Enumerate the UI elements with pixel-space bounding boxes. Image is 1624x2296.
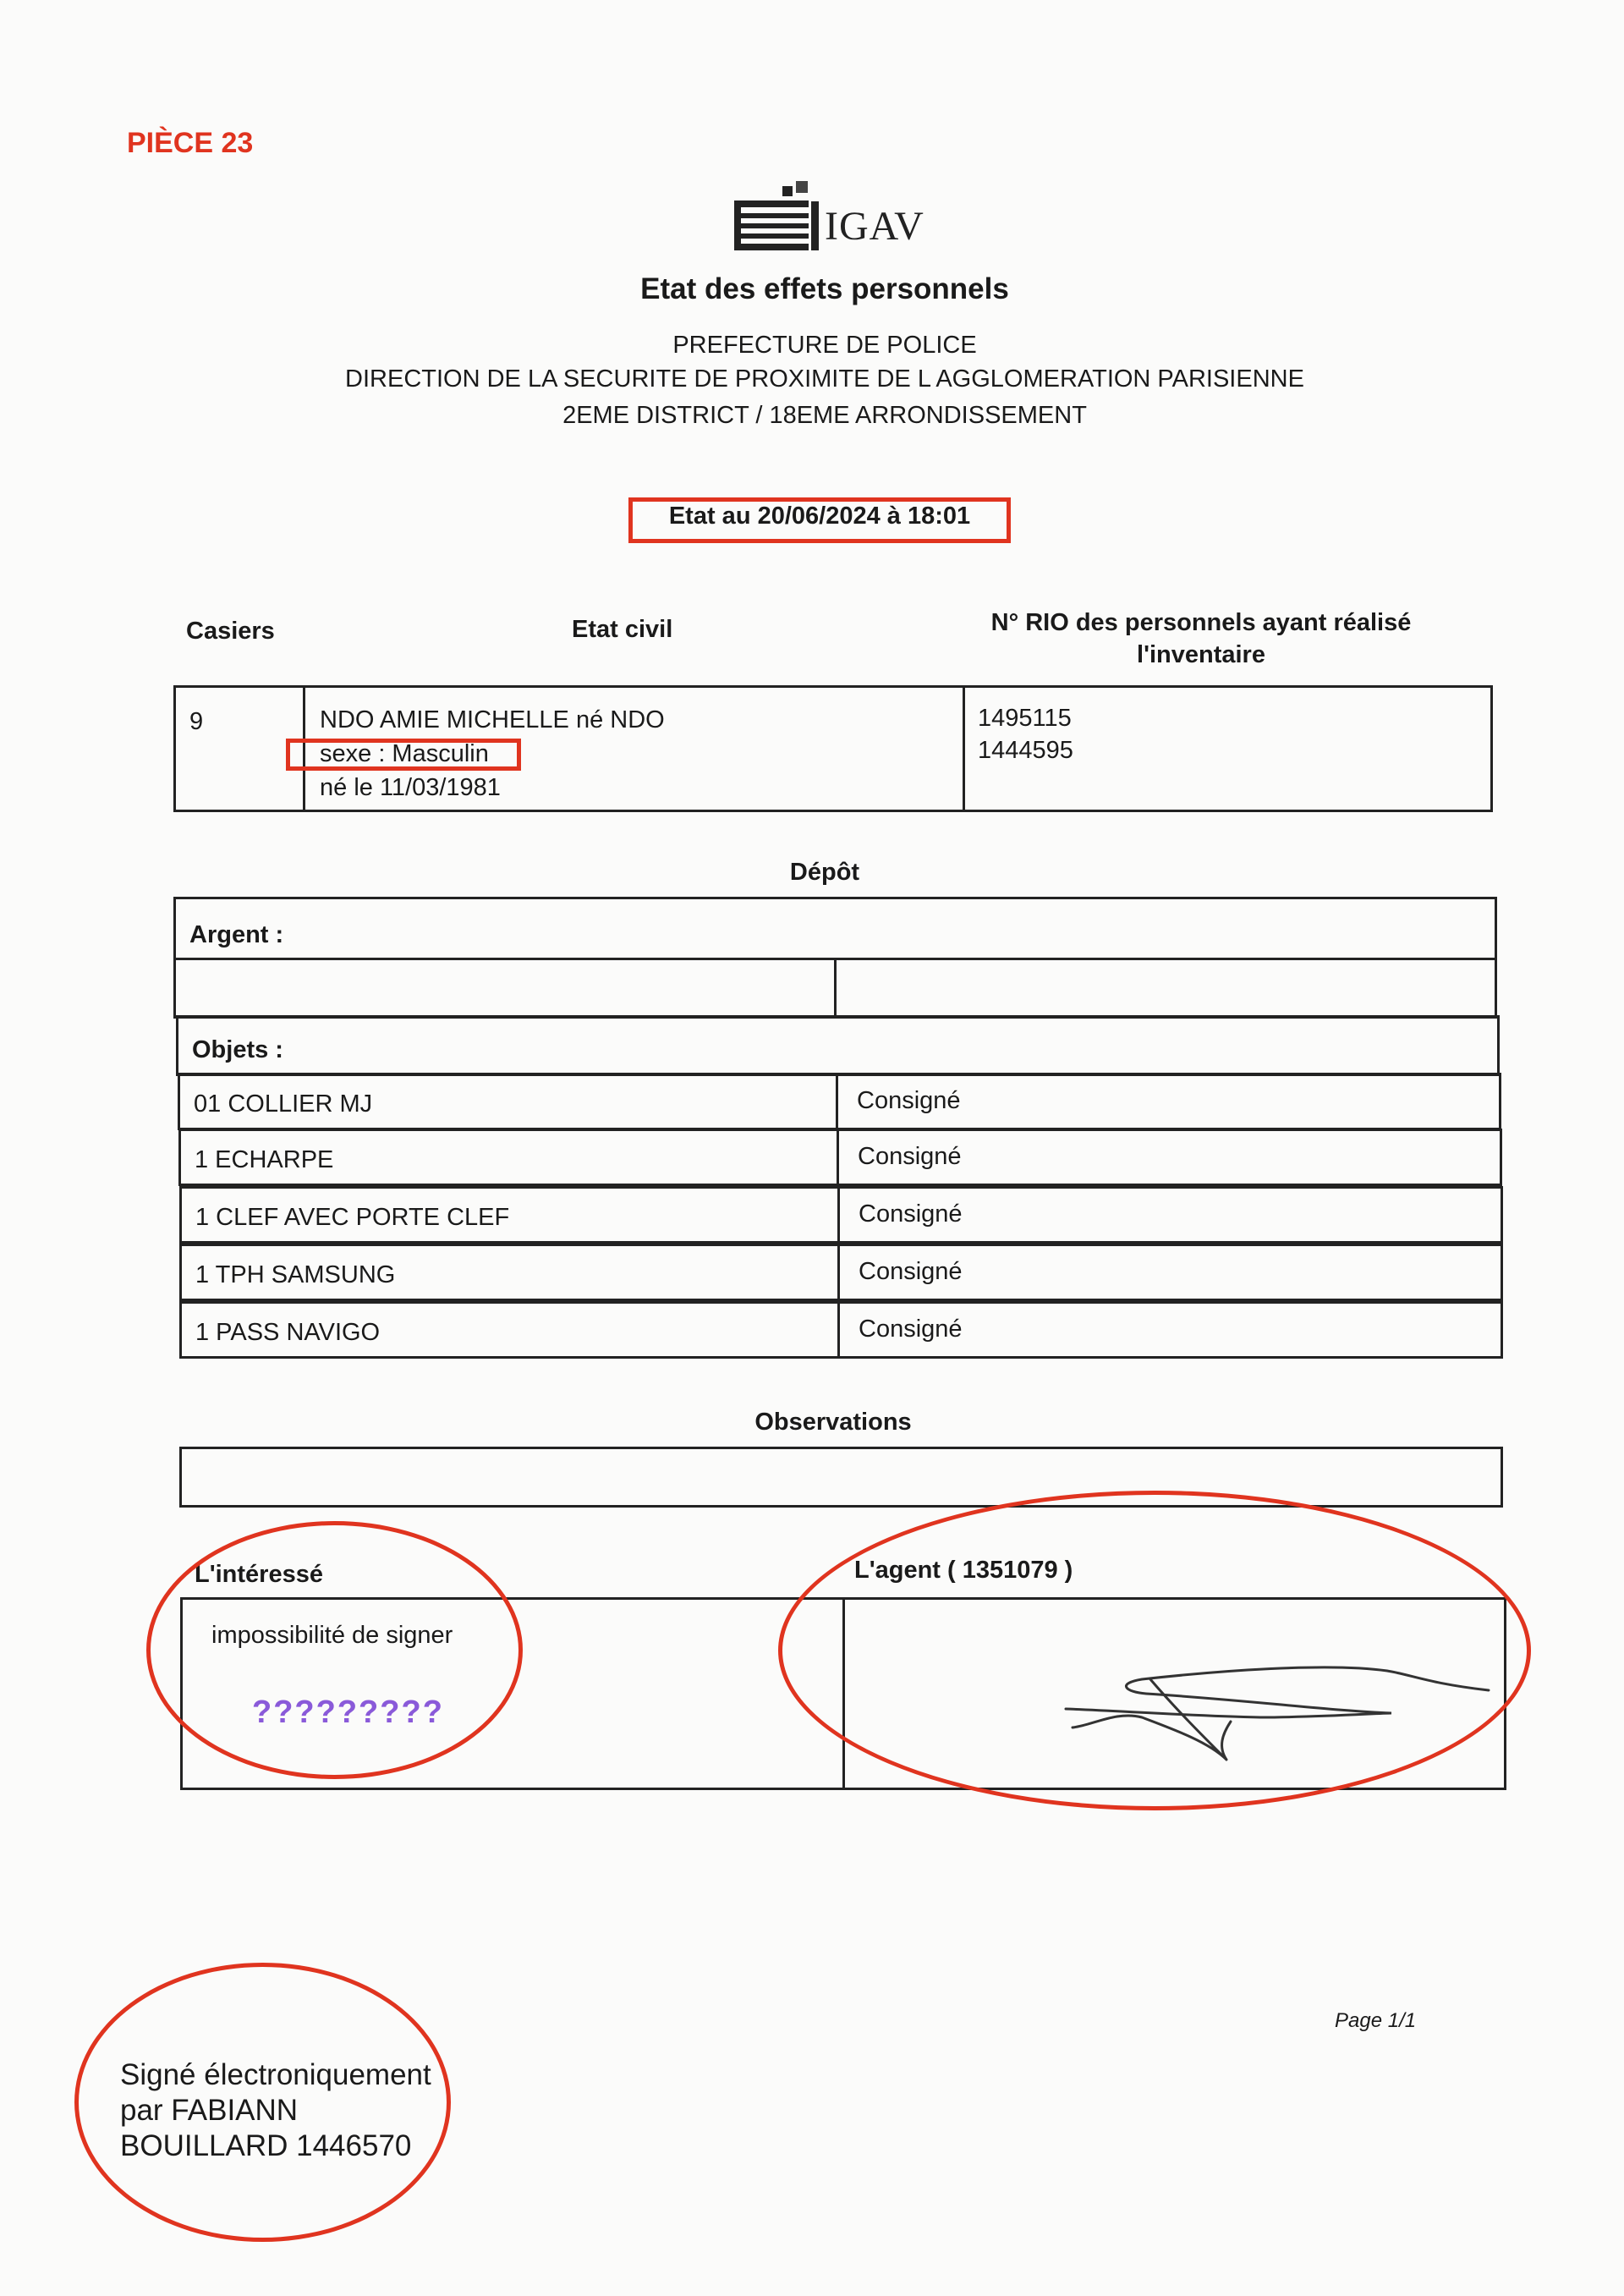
objet-row [179,1301,1503,1359]
electronic-signature-line-2: par FABIANN [120,2094,299,2127]
objet-divider [837,1131,839,1184]
depot-heading: Dépôt [789,859,860,886]
header-line-2: DIRECTION DE LA SECURITE DE PROXIMITE DE L AGGLOMERATION PARISIENNE [345,365,1304,393]
argent-label: Argent : [189,921,284,948]
objet-divider [837,1189,840,1241]
observations-box [179,1447,1503,1508]
rio-heading-line1: N° RIO des personnels ayant réalisé [990,609,1412,636]
igav-logo-icon [730,179,827,264]
agent-label: L'agent ( 1351079 ) [854,1557,1073,1584]
interesse-label: L'intéressé [195,1561,323,1588]
casier-number: 9 [189,708,204,735]
electronic-signature [120,2057,431,2164]
person-birth: né le 11/03/1981 [320,774,501,801]
page-number: Page 1/1 [1335,2009,1417,2032]
interesse-text: impossibilité de signer [211,1622,453,1649]
person-sexe: sexe : Masculin [320,740,489,767]
objet-row [179,1244,1503,1301]
header-line-1: PREFECTURE DE POLICE [672,332,977,359]
sexe-highlight [286,739,521,771]
objet-divider [836,1075,838,1128]
etat-date: Etat au 20/06/2024 à 18:01 [668,503,971,530]
objet-divider [837,1246,840,1299]
rio-2: 1444595 [978,737,1073,764]
interesse-highlight-oval [146,1521,523,1779]
objets-label: Objets : [192,1036,283,1063]
agent-highlight-oval [778,1491,1531,1810]
argent-row [173,897,1497,960]
objet-divider [837,1304,840,1356]
objet-name: 1 TPH SAMSUNG [195,1261,396,1288]
objet-status: Consigné [859,1200,963,1228]
objet-name: 1 ECHARPE [195,1146,334,1173]
objet-status: Consigné [858,1143,962,1170]
rio-1: 1495115 [978,705,1072,732]
electronic-signature-line-3: BOUILLARD 1446570 [120,2129,412,2162]
objet-row [178,1129,1502,1186]
electronic-signature-line-1: Signé électroniquement [120,2058,431,2091]
objet-status: Consigné [859,1258,963,1285]
argent-values-row [173,958,1497,1019]
person-table-divider-2 [963,688,965,810]
objet-row [179,1186,1503,1244]
rio-heading-line2: l'inventaire [1137,641,1265,668]
objet-name: 1 PASS NAVIGO [195,1319,381,1346]
objets-row [176,1015,1500,1076]
objet-name: 01 COLLIER MJ [194,1090,373,1118]
logo-text: IGAV [825,204,924,249]
objet-status: Consigné [857,1087,961,1114]
casiers-heading: Casiers [186,618,275,645]
objet-row [178,1073,1501,1130]
document-title: Etat des effets personnels [640,272,1009,305]
observations-heading: Observations [754,1409,912,1436]
piece-label: PIÈCE 23 [127,127,254,159]
question-marks: ????????? [252,1695,444,1730]
argent-divider [834,960,837,1016]
header-line-3: 2EME DISTRICT / 18EME ARRONDISSEMENT [562,402,1087,429]
objet-status: Consigné [859,1316,963,1343]
person-name: NDO AMIE MICHELLE né NDO [320,706,665,733]
etat-civil-heading: Etat civil [572,616,673,643]
objet-name: 1 CLEF AVEC PORTE CLEF [195,1204,510,1231]
